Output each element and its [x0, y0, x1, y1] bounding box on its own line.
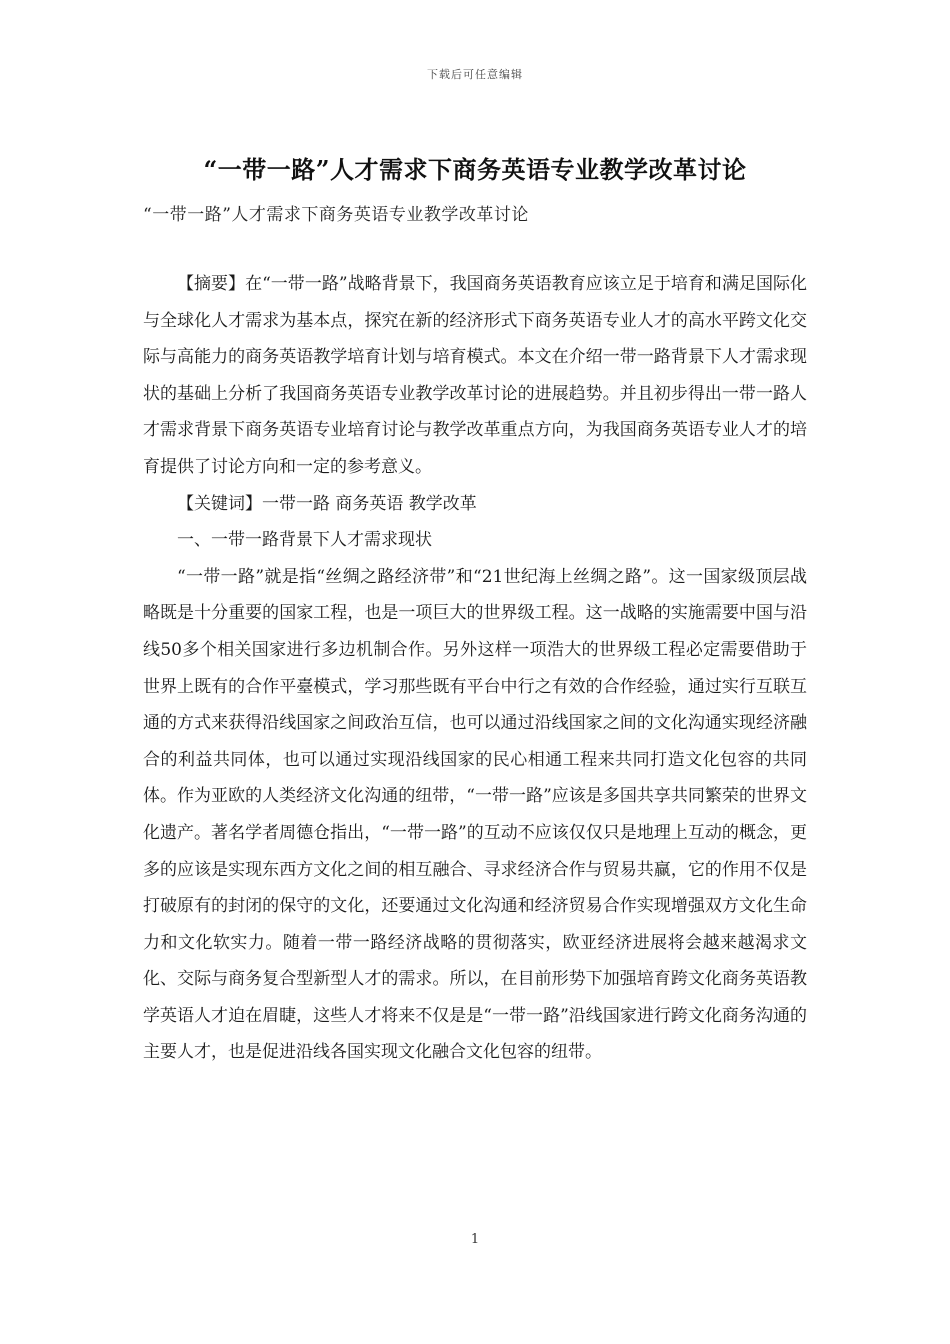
abstract-paragraph: 【摘要】在“一带一路”战略背景下，我国商务英语教育应该立足于培育和满足国际化与全球化人才需求为基本点，探究在新的经济形式下商务英语专业人才的高水平跨文化交际与高能力的商务英语教学培育计划与培育模式。本文在介绍一带一路背景下人才需求现状的基础上分析了我国商务英语专业教学改革讨论的进展趋势。并且初步得出一带一路人才需求背景下商务英语专业培育讨论与教学改革重点方向，为我国商务英语专业人才的培育提供了讨论方向和一定的参考意义。	[143, 274, 807, 477]
document-body	[143, 266, 807, 1071]
page-number: 1	[470, 1232, 480, 1247]
body-paragraph: “一带一路”就是指“丝绸之路经济带”和“21世纪海上丝绸之路”。这一国家级顶层战略既是十分重要的国家工程，也是一项巨大的世界级工程。这一战略的实施需要中国与沿线50多个相关国家进行多边机制合作。另外这样一项浩大的世界级工程必定需要借助于世界上既有的合作平臺模式，学习那些既有平台中行之有效的合作经验，通过实行互联互通的方式来获得沿线国家之间政治互信，也可以通过沿线国家之间的文化沟通实现经济融合的利益共同体，也可以通过实现沿线国家的民心相通工程来共同打造文化包容的共同体。作为亚欧的人类经济文化沟通的纽带，“一带一路”应该是多国共享共同繁荣的世界文化遗产。著名学者周德仓指出，“一带一路”的互动不应该仅仅只是地理上互动的概念，更多的应该是实现东西方文化之间的相互融合、寻求经济合作与贸易共赢，它的作用不仅是打破原有的封闭的保守的文化，还要通过文化沟通和经济贸易合作实现增强双方文化生命力和文化软实力。随着一带一路经济战略的贯彻落实，欧亚经济进展将会越来越渴求文化、交际与商务复合型新型人才的需求。所以，在目前形势下加强培育跨文化商务英语教学英语人才迫在眉睫，这些人才将来不仅是是“一带一路”沿线国家进行跨文化商务沟通的主要人才，也是促进沿线各国实现文化融合文化包容的纽带。	[143, 566, 807, 1063]
section-heading: 一、一带一路背景下人才需求现状	[177, 530, 432, 551]
keywords-paragraph: 【关键词】一带一路 商务英语 教学改革	[177, 493, 477, 514]
document-subtitle: “一带一路”人才需求下商务英语专业教学改革讨论	[143, 205, 529, 225]
document-title: “一带一路”人才需求下商务英语专业教学改革讨论	[203, 155, 747, 184]
header-note: 下载后可任意编辑	[427, 68, 523, 81]
